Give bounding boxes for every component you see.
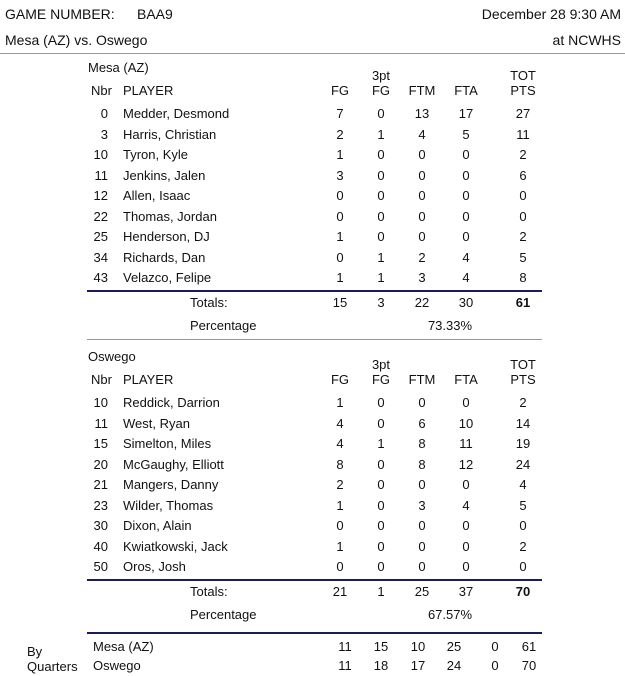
col-3pt-top: 3pt: [371, 357, 391, 372]
player-row: [0, 414, 625, 434]
player-fg: 1: [336, 147, 344, 162]
player-fta: 4: [462, 270, 470, 285]
player-fg: 3: [336, 167, 344, 183]
player-row: [0, 227, 625, 247]
player-total-points: 8: [519, 270, 527, 285]
player-fg: 2: [336, 477, 344, 492]
player-3pt-fg: 0: [377, 106, 385, 121]
player-fta: 0: [462, 518, 470, 533]
free-throw-percentage: 73.33%: [427, 317, 473, 333]
quarter-score-q2: 18: [373, 658, 389, 673]
player-ftm: 8: [418, 436, 426, 451]
player-ftm: 4: [418, 126, 426, 142]
player-name: Harris, Christian: [123, 126, 217, 142]
team-name: Oswego: [88, 349, 136, 364]
col-3pt-bottom: FG: [371, 372, 391, 387]
player-ftm: 0: [418, 229, 426, 244]
player-total-points: 11: [516, 126, 530, 142]
quarter-score-q1: 11: [338, 658, 352, 673]
player-3pt-fg: 0: [377, 188, 385, 203]
quarter-score-q1: 11: [338, 639, 352, 654]
player-number: 43: [93, 270, 108, 285]
quarter-score-total: 61: [521, 639, 537, 654]
col-tot-bottom: PTS: [510, 372, 536, 387]
col-tot-top: TOT: [510, 68, 536, 83]
percentage-label: Percentage: [190, 606, 257, 622]
col-fg: FG: [330, 83, 350, 98]
player-fta: 0: [462, 559, 470, 574]
player-fta: 0: [462, 395, 470, 410]
player-ftm: 0: [418, 208, 426, 224]
totals-points: 70: [515, 583, 531, 599]
player-total-points: 5: [519, 497, 527, 513]
player-name: Simelton, Miles: [123, 436, 212, 451]
game-location: at NCWHS: [552, 32, 621, 48]
player-fta: 4: [462, 249, 470, 265]
player-3pt-fg: 0: [377, 167, 385, 183]
player-fta: 12: [458, 456, 474, 472]
player-fg: 0: [336, 208, 344, 224]
player-number: 34: [93, 249, 108, 265]
quarters-row: [0, 637, 625, 657]
section-divider: [87, 339, 542, 340]
totals-row: [0, 582, 625, 602]
player-row: [0, 145, 625, 165]
quarters-team-name: Oswego: [93, 658, 141, 673]
player-total-points: 0: [519, 518, 527, 533]
player-total-points: 14: [515, 415, 531, 431]
player-fg: 0: [336, 188, 344, 203]
column-header: [0, 81, 625, 101]
col-ftm: FTM: [408, 372, 436, 387]
player-fta: 17: [458, 106, 474, 121]
col-nbr: Nbr: [91, 372, 112, 387]
player-row: [0, 557, 625, 577]
col-player: PLAYER: [123, 372, 174, 387]
player-number: 23: [93, 497, 108, 513]
player-ftm: 0: [418, 477, 426, 492]
totals-label: Totals:: [190, 294, 228, 310]
player-fg: 1: [336, 270, 344, 285]
totals-ftm: 22: [414, 294, 430, 310]
free-throw-percentage: 67.57%: [427, 606, 473, 622]
player-number: 11: [94, 415, 108, 431]
player-row: [0, 166, 625, 186]
player-fg: 4: [336, 415, 344, 431]
player-fg: 0: [336, 249, 344, 265]
player-total-points: 6: [519, 167, 527, 183]
col-nbr: Nbr: [91, 83, 112, 98]
quarter-score-q4: 24: [446, 658, 462, 673]
player-fg: 8: [336, 456, 344, 472]
player-ftm: 0: [418, 518, 426, 533]
player-fg: 1: [336, 497, 344, 513]
totals-points: 61: [515, 294, 531, 310]
column-header: [0, 370, 625, 390]
player-ftm: 0: [418, 395, 426, 410]
player-name: Oros, Josh: [123, 559, 186, 574]
player-3pt-fg: 0: [377, 477, 385, 492]
game-number-label: GAME NUMBER:: [5, 6, 115, 22]
percentage-label: Percentage: [190, 317, 257, 333]
player-number: 30: [93, 518, 108, 533]
player-ftm: 0: [418, 167, 426, 183]
player-name: Allen, Isaac: [123, 188, 191, 203]
player-total-points: 2: [519, 395, 527, 410]
player-number: 25: [93, 229, 108, 244]
player-fta: 5: [462, 126, 470, 142]
matchup-title: Mesa (AZ) vs. Oswego: [5, 32, 148, 48]
col-3pt-top: 3pt: [371, 68, 391, 83]
col-fta: FTA: [454, 372, 478, 387]
player-3pt-fg: 0: [377, 147, 385, 162]
player-fta: 11: [459, 436, 473, 451]
player-row: [0, 125, 625, 145]
player-3pt-fg: 0: [377, 559, 385, 574]
player-number: 3: [100, 126, 108, 142]
totals-label: Totals:: [190, 583, 228, 599]
player-name: Medder, Desmond: [123, 106, 230, 121]
player-row: [0, 475, 625, 495]
player-row: [0, 186, 625, 206]
percentage-row: [0, 605, 625, 625]
player-name: Velazco, Felipe: [123, 270, 212, 285]
player-ftm: 0: [418, 538, 426, 554]
team-name: Mesa (AZ): [88, 60, 149, 75]
player-name: Kwiatkowski, Jack: [123, 538, 228, 554]
player-ftm: 3: [418, 270, 426, 285]
player-3pt-fg: 1: [377, 436, 385, 451]
player-number: 21: [93, 477, 108, 492]
player-row: [0, 516, 625, 536]
player-ftm: 0: [418, 559, 426, 574]
quarter-score-ot: 0: [491, 639, 499, 654]
player-fta: 0: [462, 538, 470, 554]
player-number: 22: [93, 208, 108, 224]
player-fta: 0: [462, 147, 470, 162]
player-total-points: 2: [519, 147, 527, 162]
player-number: 40: [93, 538, 108, 554]
player-ftm: 0: [418, 188, 426, 203]
player-total-points: 0: [519, 188, 527, 203]
percentage-row: [0, 316, 625, 336]
player-fg: 0: [336, 559, 344, 574]
quarter-score-ot: 0: [491, 658, 499, 673]
player-row: [0, 455, 625, 475]
quarter-score-q4: 25: [446, 639, 462, 654]
game-number: BAA9: [137, 6, 173, 22]
player-fta: 0: [462, 229, 470, 244]
player-3pt-fg: 1: [377, 126, 385, 142]
player-3pt-fg: 0: [377, 229, 385, 244]
player-fg: 2: [336, 126, 344, 142]
player-name: Tyron, Kyle: [123, 147, 189, 162]
player-3pt-fg: 0: [377, 497, 385, 513]
player-3pt-fg: 1: [377, 270, 385, 285]
player-name: Jenkins, Jalen: [123, 167, 206, 183]
player-fg: 1: [336, 395, 344, 410]
player-fta: 0: [462, 167, 470, 183]
col-fta: FTA: [454, 83, 478, 98]
col-3pt-bottom: FG: [371, 83, 391, 98]
totals-row: [0, 293, 625, 313]
player-fta: 10: [458, 415, 474, 431]
player-3pt-fg: 0: [377, 518, 385, 533]
player-ftm: 0: [418, 147, 426, 162]
player-number: 12: [93, 188, 108, 203]
totals-fta: 30: [458, 294, 474, 310]
player-name: Wilder, Thomas: [123, 497, 214, 513]
player-name: Richards, Dan: [123, 249, 206, 265]
quarters-team-name: Mesa (AZ): [93, 639, 154, 654]
player-row: [0, 496, 625, 516]
player-fg: 7: [336, 106, 344, 121]
player-fta: 0: [462, 188, 470, 203]
quarter-score-q3: 10: [410, 639, 426, 654]
player-fg: 0: [336, 518, 344, 533]
totals-divider: [87, 290, 542, 292]
player-total-points: 4: [519, 477, 527, 492]
totals-3pt-fg: 1: [377, 583, 385, 599]
totals-ftm: 25: [414, 583, 430, 599]
quarter-score-q3: 17: [410, 658, 426, 673]
col-fg: FG: [330, 372, 350, 387]
player-number: 11: [94, 167, 108, 183]
player-fta: 4: [462, 497, 470, 513]
game-date-time: December 28 9:30 AM: [481, 6, 621, 22]
player-fta: 0: [462, 477, 470, 492]
player-fta: 0: [462, 208, 470, 224]
header-divider: [0, 53, 625, 54]
totals-3pt-fg: 3: [377, 294, 385, 310]
quarters-row: [0, 656, 625, 676]
player-3pt-fg: 0: [377, 395, 385, 410]
player-number: 15: [93, 436, 108, 451]
player-name: West, Ryan: [123, 415, 190, 431]
player-name: Thomas, Jordan: [123, 208, 217, 224]
player-row: [0, 393, 625, 413]
player-total-points: 0: [519, 559, 527, 574]
player-name: Reddick, Darrion: [123, 395, 220, 410]
player-number: 0: [100, 106, 108, 121]
player-total-points: 2: [519, 229, 527, 244]
player-ftm: 3: [418, 497, 426, 513]
player-3pt-fg: 0: [377, 456, 385, 472]
player-ftm: 13: [414, 106, 430, 121]
player-number: 10: [93, 395, 108, 410]
player-row: [0, 248, 625, 268]
player-number: 10: [93, 147, 108, 162]
totals-fg: 15: [332, 294, 348, 310]
totals-divider: [87, 579, 542, 581]
player-row: [0, 207, 625, 227]
player-total-points: 5: [519, 249, 527, 265]
player-name: McGaughy, Elliott: [123, 456, 224, 472]
player-total-points: 27: [515, 106, 531, 121]
totals-fg: 21: [332, 583, 348, 599]
player-number: 50: [93, 559, 108, 574]
player-3pt-fg: 0: [377, 415, 385, 431]
player-ftm: 2: [418, 249, 426, 265]
player-row: [0, 268, 625, 288]
player-3pt-fg: 0: [377, 208, 385, 224]
player-fg: 4: [336, 436, 344, 451]
quarter-score-total: 70: [521, 658, 537, 673]
player-3pt-fg: 0: [377, 538, 385, 554]
col-player: PLAYER: [123, 83, 174, 98]
quarters-divider: [87, 632, 542, 634]
col-ftm: FTM: [408, 83, 436, 98]
player-row: [0, 104, 625, 124]
col-tot-bottom: PTS: [510, 83, 536, 98]
col-tot-top: TOT: [510, 357, 536, 372]
player-ftm: 6: [418, 415, 426, 431]
player-row: [0, 434, 625, 454]
player-3pt-fg: 1: [377, 249, 385, 265]
player-name: Mangers, Danny: [123, 477, 219, 492]
player-total-points: 2: [519, 538, 527, 554]
quarter-score-q2: 15: [373, 639, 389, 654]
player-fg: 1: [336, 229, 344, 244]
player-name: Dixon, Alain: [123, 518, 192, 533]
player-name: Henderson, DJ: [123, 229, 210, 244]
player-ftm: 8: [418, 456, 426, 472]
totals-fta: 37: [458, 583, 474, 599]
player-fg: 1: [336, 538, 344, 554]
player-total-points: 19: [515, 436, 531, 451]
player-total-points: 0: [519, 208, 527, 224]
by-quarters-label-line2: Quarters: [27, 659, 78, 674]
player-number: 20: [93, 456, 108, 472]
by-quarters-label-line1: By: [27, 644, 43, 659]
player-total-points: 24: [515, 456, 531, 472]
player-row: [0, 537, 625, 557]
